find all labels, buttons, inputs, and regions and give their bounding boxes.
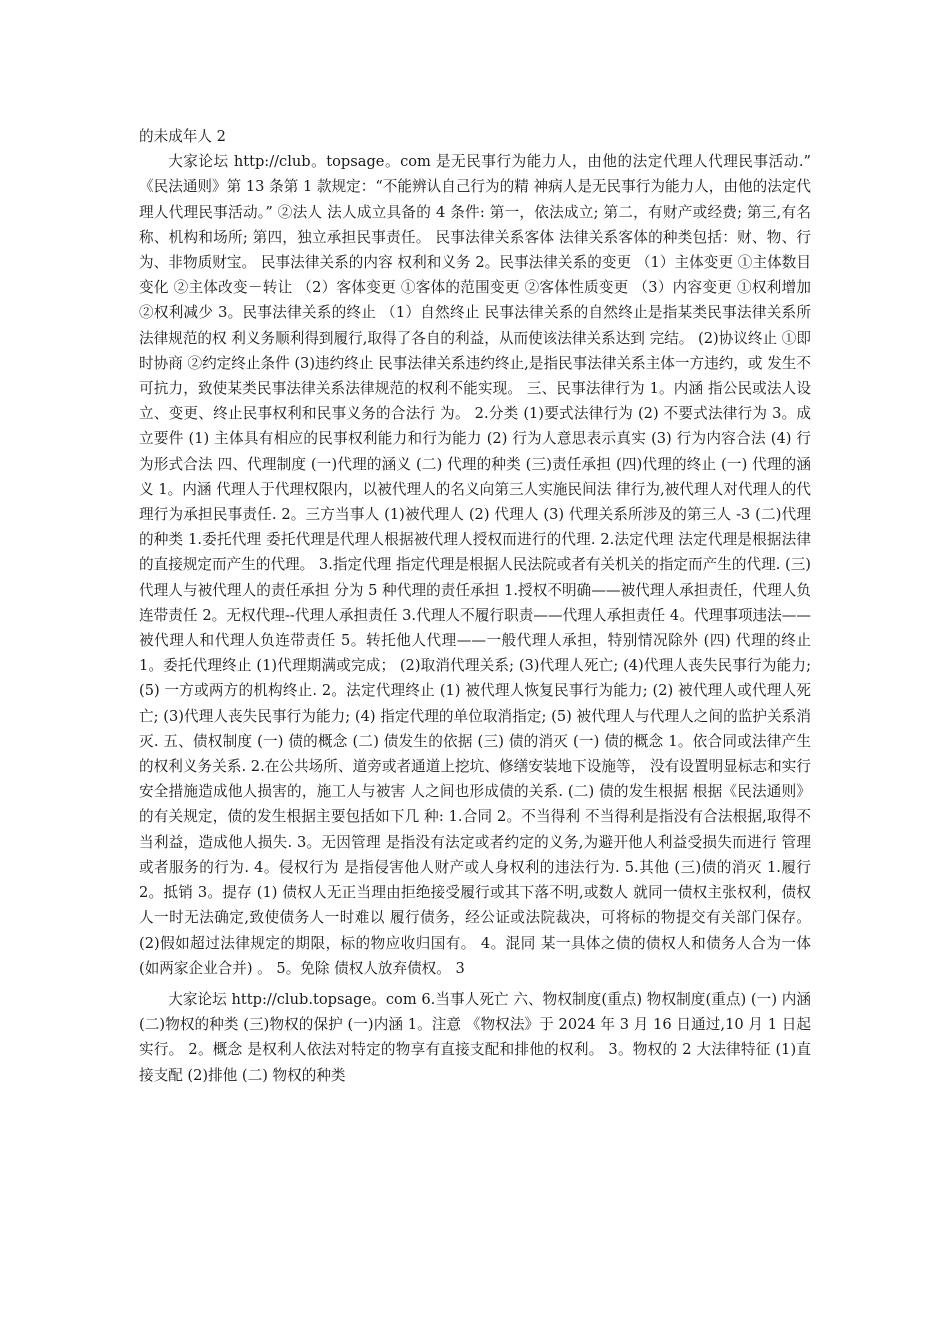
paragraph-property-rights: 大家论坛 http://club.topsage。com 6.当事人死亡 六、物权制度(重点) 物权制度(重点) (一) 内涵 (二)物权的种类 (三)物权的保护 (一)内涵 1。注意 《物权法》于 2024 年 3 月 16 日通过,10 月 1 日起实行。 2。概念 是权利人依法对特定的物享有直接支配和排他的权利。 3。物权的 2 大法律特征 (1)直接支配 (2)排他 (二) 物权的种类 bbox=[139, 990, 811, 1084]
paragraph-civil-law-relations: 大家论坛 http://club。topsage。com 是无民事行为能力人，由他的法定代理人代理民事活动.” 《民法通则》第 13 条第 1 款规定：“不能辨认自己行为的精 神病人是无民事行为能力人，由他的法定代理人代理民事活动。” ②法人 法人成立具备的 4 条件: 第一，依法成立; 第二，有财产或经费; 第三,有名称、机构和场所; 第四，独立承担民事责任。 民事法律关系客体 法律关系客体的种类包括：财、物、行为、非物质财宝。 民事法律关系的内容 权利和义务 2。民事法律关系的变更 （1）主体变更 ①主体数目变化 ②主体改变－转让 （2）客体变更 ①客体的范围变更 ②客体性质变更 （3）内容变更 ①权利增加 ②权利减少 3。民事法律关系的终止 （1）自然终止 民事法律关系的自然终止是指某类民事法律关系所法律规范的权 利义务顺利得到履行,取得了各自的利益，从而使该法律关系达到 完结。 (2)协议终止 ①即时协商 ②约定终止条件 (3)违约终止 民事法律关系违约终止,是指民事法律关系主体一方违约，或 发生不可抗力，致使某类民事法律关系法律规范的权利不能实现。 三、民事法律行为 1。内涵 指公民或法人设立、变更、终止民事权利和民事义务的合法行 为。 2.分类 (1)要式法律行为 (2) 不要式法律行为 3。成立要件 (1) 主体具有相应的民事权利能力和行为能力 (2) 行为人意思表示真实 (3) 行为内容合法 (4) 行为形式合法 四、代理制度 (一)代理的涵义 (二) 代理的种类 (三)责任承担 (四)代理的终止 (一) 代理的涵义 1。内涵 代理人于代理权限内，以被代理人的名义向第三人实施民间法 律行为,被代理人对代理人的代理行为承担民事责任. 2。三方当事人 (1)被代理人 (2) 代理人 (3) 代理关系所涉及的第三人 -3 (二)代理的种类 1.委托代理 委托代理是代理人根据被代理人授权而进行的代理. 2.法定代理 法定代理是根据法律的直接规定而产生的代理。 3.指定代理 指定代理是根据人民法院或者有关机关的指定而产生的代理. (三) 代理人与被代理人的责任承担 分为 5 种代理的责任承担 1.授权不明确——被代理人承担责任，代理人负连带责任 2。无权代理--代理人承担责任 3.代理人不履行职责——代理人承担责任 4。代理事项违法——被代理人和代理人负连带责任 5。转托他人代理——一般代理人承担，特别情况除外 (四) 代理的终止 1。委托代理终止 (1)代理期满或完成； (2)取消代理关系; (3)代理人死亡; (4)代理人丧失民事行为能力; (5) 一方或两方的机构终止. 2。法定代理终止 (1) 被代理人恢复民事行为能力; (2) 被代理人或代理人死亡; (3)代理人丧失民事行为能力; (4) 指定代理的单位取消指定; (5) 被代理人与代理人之间的监护关系消灭. 五、债权制度 (一) 债的概念 (二) 债发生的依据 (三) 债的消灭 (一) 债的概念 1。依合同或法律产生的权利义务关系. 2.在公共场所、道旁或者通道上挖坑、修缮安装地下设施等， 没有设置明显标志和实行安全措施造成他人损害的，施工人与被害 人之间也形成债的关系. (二) 债的发生根据 根据《民法通则》的有关规定，债的发生根据主要包括如下几 种: 1.合同 2。不当得利 不当得利是指没有合法根据,取得不当利益，造成他人损失. 3。无因管理 是指没有法定或者约定的义务,为避开他人利益受损失而进行 管理或者服务的行为. 4。侵权行为 是指侵害他人财产或人身权利的违法行为. 5.其他 (三)债的消灭 1.履行 2。抵销 3。提存 (1) 债权人无正当理由拒绝接受履行或其下落不明,或数人 就同一债权主张权利，债权人一时无法确定,致使债务人一时难以 履行债务，经公证或法院裁决，可将标的物提交有关部门保存。 (2)假如超过法律规定的期限，标的物应收归国有。 4。混同 某一具体之债的债权人和债务人合为一体 (如两家企业合并) 。 5。免除 债权人放弃债权。 3 bbox=[139, 153, 811, 977]
document-page bbox=[139, 124, 811, 1088]
paragraph-fragment: 的未成年人 2 bbox=[139, 128, 226, 145]
